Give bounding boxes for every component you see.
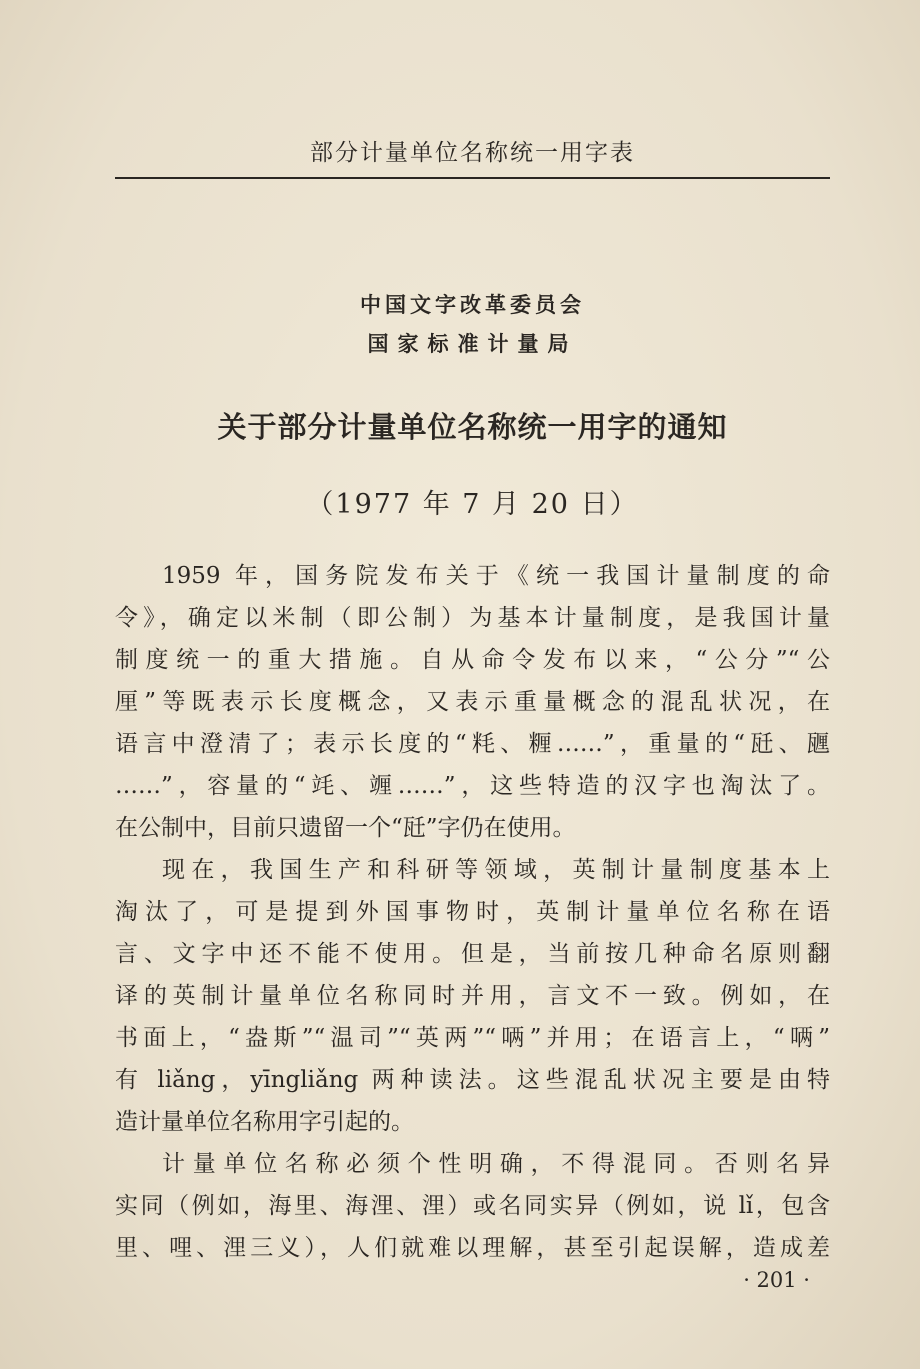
body-line: ……”，容量的“竓、竰……”，这些特造的汉字也淘汰了。 — [115, 773, 830, 799]
header-rule — [115, 177, 830, 179]
body-line: 现在，我国生产和科研等领域，英制计量制度基本上 — [162, 857, 830, 883]
body-line: 制度统一的重大措施。自从命令发布以来，“公分”“公 — [115, 647, 830, 673]
notice-title: 关于部分计量单位名称统一用字的通知 — [217, 410, 728, 444]
body-line: 译的英制计量单位名称同时并用，言文不一致。例如，在 — [115, 983, 830, 1009]
body-line: 里、哩、浬三义），人们就难以理解，甚至引起误解，造成差 — [115, 1235, 830, 1261]
issuer-1: 中国文字改革委员会 — [360, 293, 585, 317]
body-line: 有 liǎng，yīngliǎng 两种读法。这些混乱状况主要是由特 — [115, 1067, 830, 1093]
page-number: · 201 · — [743, 1268, 810, 1292]
body-line: 淘汰了，可是提到外国事物时，英制计量单位名称在语 — [115, 899, 830, 925]
body-line: 厘”等既表示长度概念，又表示重量概念的混乱状况，在 — [115, 689, 830, 715]
body-line: 令》，确定以米制（即公制）为基本计量制度，是我国计量 — [115, 605, 830, 631]
body-line: 书面上，“盎斯”“温司”“英两”“唡”并用；在语言上，“唡” — [115, 1025, 830, 1051]
body-line: 实同（例如，海里、海浬、浬）或名同实异（例如，说 lǐ，包含 — [115, 1193, 830, 1219]
notice-date: （1977 年 7 月 20 日） — [306, 489, 639, 520]
running-head: 部分计量单位名称统一用字表 — [310, 140, 635, 166]
body-line: 计量单位名称必须个性明确，不得混同。否则名异 — [162, 1151, 830, 1177]
body-line: 语言中澄清了；表示长度的“粍、糎……”，重量的“瓩、甅 — [115, 731, 830, 757]
body-line: 言、文字中还不能不使用。但是，当前按几种命名原则翻 — [115, 941, 830, 967]
body-line: 1959 年，国务院发布关于《统一我国计量制度的命 — [162, 563, 830, 589]
body-line: 在公制中，目前只遗留一个“瓩”字仍在使用。 — [115, 815, 576, 841]
body-line: 造计量单位名称用字引起的。 — [115, 1109, 414, 1135]
issuer-2: 国家标准计量局 — [367, 332, 578, 356]
